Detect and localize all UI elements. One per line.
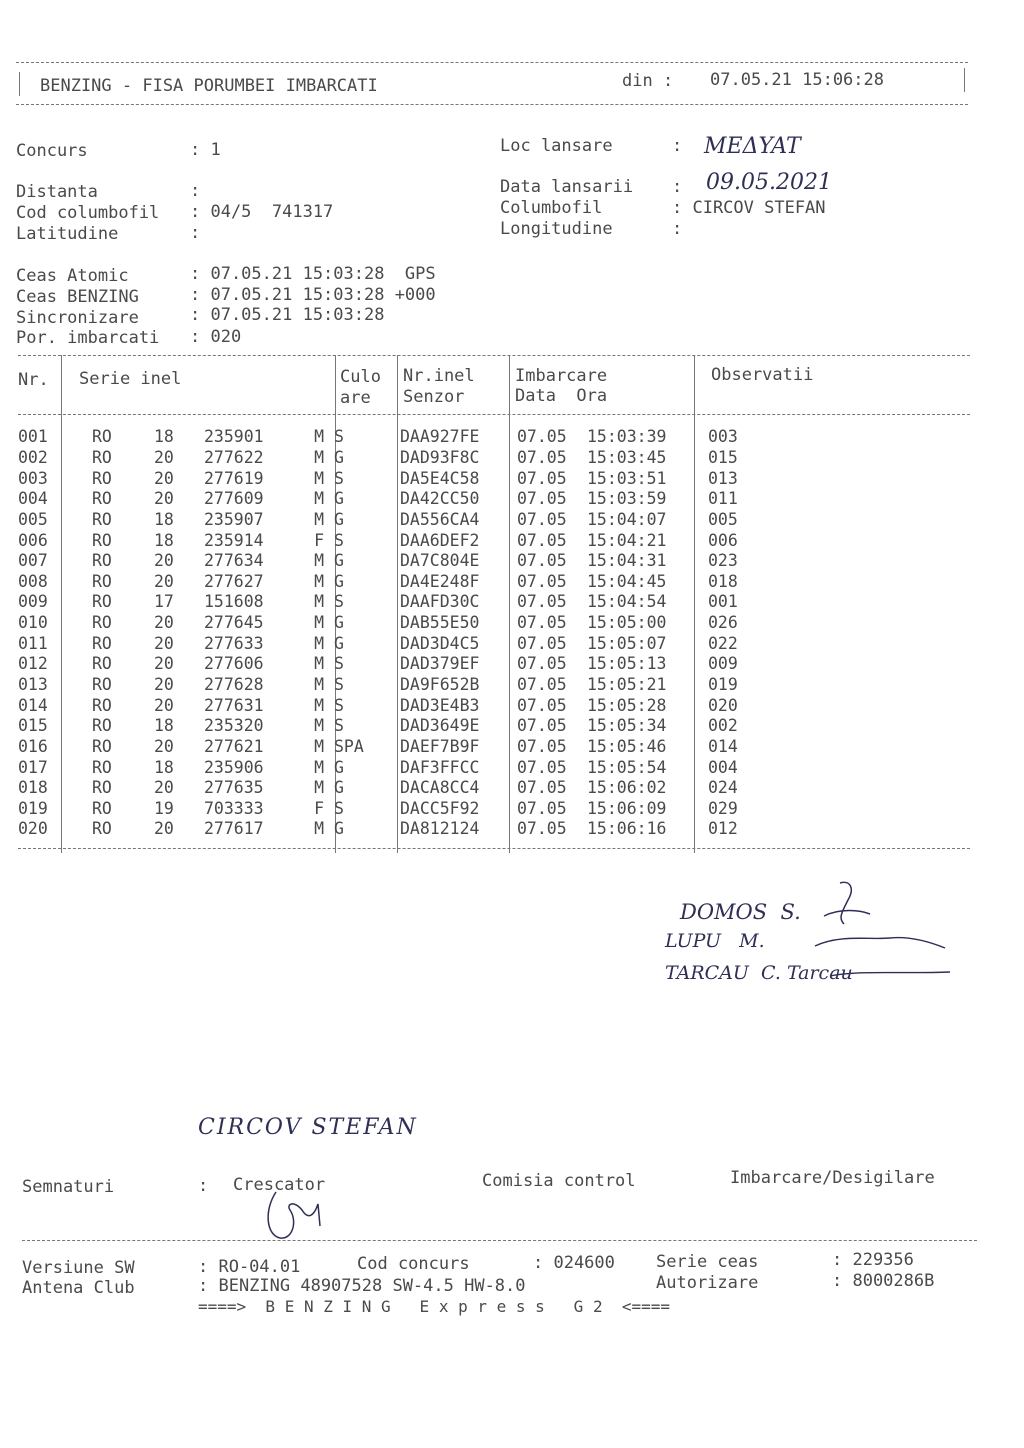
table-row [18, 695, 768, 716]
cell-ora: 15:06:16 [587, 819, 667, 839]
antena-club-label: Antena Club [22, 1278, 135, 1298]
cell-culoare: S [334, 592, 344, 612]
cell-data: 07.05 [517, 778, 567, 798]
cell-senzor: DA4E248F [400, 571, 480, 591]
cell-sex: M [314, 509, 324, 529]
table-row [18, 468, 768, 489]
pigeon-table [18, 427, 768, 840]
cell-obs: 006 [708, 530, 738, 550]
cell-an: 20 [154, 736, 174, 756]
cell-obs: 004 [708, 757, 738, 777]
cell-obs: 018 [708, 571, 738, 591]
cell-ora: 15:04:21 [587, 530, 667, 550]
cell-culoare: SPA [334, 736, 364, 756]
cell-data: 07.05 [517, 571, 567, 591]
table-row [18, 633, 768, 654]
cell-senzor: DA7C804E [400, 551, 480, 571]
autorizare-value: : 8000286B [832, 1271, 935, 1291]
cell-nr: 006 [18, 530, 48, 550]
cell-culoare: G [334, 551, 344, 571]
cell-culoare: G [334, 819, 344, 839]
cell-nr: 005 [18, 509, 48, 529]
cell-sex: F [314, 798, 324, 818]
cell-senzor: DAF3FFCC [400, 757, 480, 777]
cell-nr: 011 [18, 633, 48, 653]
cell-culoare: G [334, 633, 344, 653]
cell-obs: 019 [708, 675, 738, 694]
cell-data: 07.05 [517, 509, 567, 529]
cell-senzor: DA812124 [400, 819, 480, 839]
imbarcare-desigilare-label: Imbarcare/Desigilare [730, 1168, 935, 1188]
commission-handwriting-1: DOMOS S. [680, 900, 801, 924]
table-row [18, 448, 768, 469]
semnaturi-label: Semnaturi [22, 1177, 115, 1197]
cell-ora: 15:04:07 [587, 509, 667, 529]
cell-data: 07.05 [517, 675, 567, 694]
cell-nr: 015 [18, 716, 48, 736]
cell-culoare: G [334, 571, 344, 591]
cell-tara: RO [92, 757, 112, 777]
cell-inel: 235906 [204, 757, 264, 777]
commission-signature-scribble [810, 878, 960, 988]
cell-ora: 15:04:54 [587, 592, 667, 612]
cell-data: 07.05 [517, 798, 567, 818]
cell-ora: 15:05:07 [587, 633, 667, 653]
cell-ora: 15:03:39 [587, 427, 667, 447]
table-row [18, 799, 768, 820]
table-header-rule [18, 414, 970, 415]
cell-an: 20 [154, 551, 174, 571]
cell-nr: 007 [18, 551, 48, 571]
cell-inel: 277645 [204, 613, 264, 633]
cell-nr: 014 [18, 695, 48, 715]
table-row [18, 613, 768, 634]
cell-obs: 002 [708, 716, 738, 736]
cell-obs: 011 [708, 489, 738, 509]
loc-lansare-label: Loc lansare [500, 136, 613, 156]
cell-tara: RO [92, 447, 112, 467]
cell-inel: 277609 [204, 489, 264, 509]
cell-senzor: DAB55E50 [400, 613, 480, 633]
concurs-label: Concurs [16, 141, 88, 161]
ceas-atomic-value: : 07.05.21 15:03:28 GPS [190, 264, 436, 284]
cell-tara: RO [92, 654, 112, 674]
table-row [18, 427, 768, 448]
cell-senzor: DAEF7B9F [400, 736, 480, 756]
ceas-benzing-value: : 07.05.21 15:03:28 +000 [190, 285, 436, 305]
cell-inel: 277622 [204, 447, 264, 467]
cell-data: 07.05 [517, 633, 567, 653]
cell-tara: RO [92, 613, 112, 633]
cell-obs: 003 [708, 427, 738, 447]
cell-ora: 15:05:21 [587, 675, 667, 694]
cell-data: 07.05 [517, 468, 567, 488]
cell-culoare: S [334, 654, 344, 674]
cell-an: 20 [154, 489, 174, 509]
cell-inel: 277631 [204, 695, 264, 715]
header-right-border [964, 68, 965, 92]
cell-senzor: DACA8CC4 [400, 778, 480, 798]
cell-obs: 001 [708, 592, 738, 612]
longitudine-label: Longitudine [500, 219, 613, 239]
cell-senzor: DA5E4C58 [400, 468, 480, 488]
commission-handwriting-2: LUPU M. [665, 930, 765, 952]
header-culoare-1: Culo [340, 367, 381, 387]
cell-tara: RO [92, 509, 112, 529]
cell-obs: 029 [708, 798, 738, 818]
cell-an: 20 [154, 468, 174, 488]
cell-an: 20 [154, 675, 174, 694]
cell-senzor: DAD379EF [400, 654, 480, 674]
cell-tara: RO [92, 551, 112, 571]
cell-sex: M [314, 716, 324, 736]
cell-ora: 15:05:34 [587, 716, 667, 736]
latitudine-label: Latitudine [16, 224, 119, 244]
cell-sex: M [314, 571, 324, 591]
cell-inel: 277619 [204, 468, 264, 488]
cell-ora: 15:05:28 [587, 695, 667, 715]
cell-tara: RO [92, 778, 112, 798]
cell-obs: 005 [708, 509, 738, 529]
cell-an: 20 [154, 695, 174, 715]
cell-an: 20 [154, 613, 174, 633]
cell-senzor: DA9F652B [400, 675, 480, 694]
cell-culoare: G [334, 489, 344, 509]
cell-an: 20 [154, 447, 174, 467]
cod-concurs-label: Cod concurs [357, 1254, 470, 1274]
antena-club-value: : BENZING 48907528 SW-4.5 HW-8.0 [198, 1276, 526, 1296]
header-culoare-2: are [340, 388, 371, 408]
cell-sex: M [314, 819, 324, 839]
cell-nr: 017 [18, 757, 48, 777]
table-row [18, 489, 768, 510]
cell-inel: 235914 [204, 530, 264, 550]
data-lansarii-value: : [672, 177, 683, 197]
cell-an: 18 [154, 427, 174, 447]
cell-senzor: DA42CC50 [400, 489, 480, 509]
cell-data: 07.05 [517, 592, 567, 612]
cell-an: 20 [154, 819, 174, 839]
header-top-rule [16, 62, 968, 63]
header-serie-inel: Serie inel [79, 369, 182, 389]
table-row [18, 551, 768, 572]
table-bottom-rule [18, 848, 970, 849]
cell-inel: 277628 [204, 675, 264, 694]
cell-inel: 277606 [204, 654, 264, 674]
versiune-value: : RO-04.01 [198, 1257, 301, 1277]
cell-data: 07.05 [517, 757, 567, 777]
cell-data: 07.05 [517, 427, 567, 447]
cell-sex: M [314, 757, 324, 777]
cell-nr: 004 [18, 489, 48, 509]
benzing-express-banner: ====> B E N Z I N G E x p r e s s G 2 <==== [198, 1297, 671, 1316]
document-title: BENZING - FISA PORUMBEI IMBARCATI [40, 76, 378, 96]
cod-columbofil-label: Cod columbofil [16, 203, 160, 223]
cell-tara: RO [92, 675, 112, 694]
serie-ceas-label: Serie ceas [656, 1252, 759, 1272]
concurs-value: : 1 [190, 140, 221, 160]
distanta-label: Distanta [16, 182, 98, 202]
cell-tara: RO [92, 530, 112, 550]
distanta-value: : [190, 181, 201, 201]
cell-ora: 15:05:46 [587, 736, 667, 756]
cell-culoare: G [334, 447, 344, 467]
header-date-label: din : [622, 71, 674, 91]
cell-tara: RO [92, 716, 112, 736]
cell-nr: 020 [18, 819, 48, 839]
cell-tara: RO [92, 468, 112, 488]
table-row [18, 757, 768, 778]
cell-nr: 012 [18, 654, 48, 674]
data-lansarii-handwritten: 09.05.2021 [706, 170, 832, 195]
cell-sex: M [314, 447, 324, 467]
cell-data: 07.05 [517, 819, 567, 839]
table-row [18, 819, 768, 840]
cell-nr: 010 [18, 613, 48, 633]
table-row [18, 530, 768, 551]
cell-ora: 15:05:54 [587, 757, 667, 777]
cell-senzor: DAD3649E [400, 716, 480, 736]
cell-ora: 15:06:09 [587, 798, 667, 818]
cell-an: 20 [154, 778, 174, 798]
cell-senzor: DAD93F8C [400, 447, 480, 467]
cell-obs: 022 [708, 633, 738, 653]
cell-tara: RO [92, 798, 112, 818]
cod-concurs-value: : 024600 [533, 1253, 615, 1273]
cell-an: 20 [154, 571, 174, 591]
header-imbarcare-2: Data Ora [515, 386, 608, 406]
header-bottom-rule [16, 104, 968, 105]
cell-culoare: G [334, 509, 344, 529]
table-row [18, 737, 768, 758]
cell-obs: 020 [708, 695, 738, 715]
cell-sex: M [314, 427, 324, 447]
cell-obs: 009 [708, 654, 738, 674]
cell-nr: 013 [18, 675, 48, 694]
data-lansarii-label: Data lansarii [500, 177, 634, 197]
cell-senzor: DACC5F92 [400, 798, 480, 818]
table-row [18, 716, 768, 737]
cell-sex: M [314, 654, 324, 674]
cell-obs: 013 [708, 468, 738, 488]
cell-inel: 703333 [204, 798, 264, 818]
cell-sex: M [314, 736, 324, 756]
cell-nr: 008 [18, 571, 48, 591]
cell-culoare: G [334, 613, 344, 633]
header-nr: Nr. [18, 370, 49, 390]
cell-data: 07.05 [517, 654, 567, 674]
cell-obs: 012 [708, 819, 738, 839]
cell-data: 07.05 [517, 613, 567, 633]
cell-culoare: S [334, 716, 344, 736]
latitudine-value: : [190, 223, 201, 243]
cell-inel: 277633 [204, 633, 264, 653]
cell-nr: 018 [18, 778, 48, 798]
cell-culoare: S [334, 675, 344, 694]
ceas-benzing-label: Ceas BENZING [16, 287, 139, 307]
cell-obs: 026 [708, 613, 738, 633]
sincronizare-value: : 07.05.21 15:03:28 [190, 305, 385, 325]
cell-data: 07.05 [517, 716, 567, 736]
cell-sex: M [314, 633, 324, 653]
cell-sex: M [314, 675, 324, 694]
cell-inel: 235907 [204, 509, 264, 529]
table-row [18, 778, 768, 799]
cell-sex: M [314, 778, 324, 798]
cell-tara: RO [92, 695, 112, 715]
cell-sex: F [314, 530, 324, 550]
cell-ora: 15:05:13 [587, 654, 667, 674]
header-observatii: Observatii [711, 365, 814, 385]
cell-culoare: S [334, 530, 344, 550]
cell-culoare: G [334, 778, 344, 798]
cell-culoare: G [334, 757, 344, 777]
cell-obs: 023 [708, 551, 738, 571]
cell-sex: M [314, 468, 324, 488]
cell-an: 20 [154, 633, 174, 653]
table-row [18, 510, 768, 531]
table-row [18, 675, 768, 696]
por-imbarcati-value: : 020 [190, 327, 242, 347]
cell-culoare: S [334, 427, 344, 447]
cell-culoare: S [334, 798, 344, 818]
cell-tara: RO [92, 819, 112, 839]
crescator-label: Crescator [233, 1175, 326, 1195]
cell-sex: M [314, 613, 324, 633]
serie-ceas-value: : 229356 [832, 1250, 914, 1270]
cell-ora: 15:05:00 [587, 613, 667, 633]
cell-obs: 024 [708, 778, 738, 798]
cell-nr: 019 [18, 798, 48, 818]
cell-culoare: S [334, 468, 344, 488]
cell-senzor: DAA927FE [400, 427, 480, 447]
cell-an: 18 [154, 757, 174, 777]
longitudine-value: : [672, 219, 683, 239]
cell-inel: 151608 [204, 592, 264, 612]
cell-ora: 15:03:59 [587, 489, 667, 509]
cell-ora: 15:03:45 [587, 447, 667, 467]
cell-data: 07.05 [517, 551, 567, 571]
cell-senzor: DA556CA4 [400, 509, 480, 529]
cell-ora: 15:04:45 [587, 571, 667, 591]
cell-sex: M [314, 592, 324, 612]
cell-tara: RO [92, 571, 112, 591]
cell-an: 18 [154, 716, 174, 736]
cell-data: 07.05 [517, 489, 567, 509]
cell-obs: 014 [708, 736, 738, 756]
header-imbarcare-1: Imbarcare [515, 366, 608, 386]
cell-senzor: DAAFD30C [400, 592, 480, 612]
comisia-control-label: Comisia control [482, 1171, 636, 1191]
cell-an: 17 [154, 592, 174, 612]
cell-an: 20 [154, 654, 174, 674]
cell-inel: 277617 [204, 819, 264, 839]
cell-tara: RO [92, 489, 112, 509]
cell-an: 18 [154, 530, 174, 550]
cell-inel: 277635 [204, 778, 264, 798]
loc-lansare-value: : [672, 136, 683, 156]
cell-sex: M [314, 551, 324, 571]
commission-handwriting-3: TARCAU C. Tarcau [665, 962, 853, 984]
cell-nr: 016 [18, 736, 48, 756]
autorizare-label: Autorizare [656, 1273, 759, 1293]
cell-culoare: S [334, 695, 344, 715]
cell-data: 07.05 [517, 530, 567, 550]
cell-tara: RO [92, 736, 112, 756]
cell-nr: 002 [18, 447, 48, 467]
cell-sex: M [314, 695, 324, 715]
cell-inel: 277621 [204, 736, 264, 756]
cell-data: 07.05 [517, 447, 567, 467]
cell-nr: 001 [18, 427, 48, 447]
cell-inel: 235320 [204, 716, 264, 736]
cod-columbofil-value: : 04/5 741317 [190, 202, 334, 222]
header-nr-inel-1: Nr.inel [403, 366, 475, 386]
header-left-border [19, 72, 20, 96]
sincronizare-label: Sincronizare [16, 308, 139, 328]
cell-sex: M [314, 489, 324, 509]
cell-nr: 003 [18, 468, 48, 488]
cell-tara: RO [92, 592, 112, 612]
cell-senzor: DAD3D4C5 [400, 633, 480, 653]
por-imbarcati-label: Por. imbarcati [16, 328, 160, 348]
footer-rule [22, 1240, 977, 1241]
cell-nr: 009 [18, 592, 48, 612]
cell-an: 18 [154, 509, 174, 529]
cell-inel: 235901 [204, 427, 264, 447]
cell-tara: RO [92, 633, 112, 653]
ceas-atomic-label: Ceas Atomic [16, 266, 129, 286]
columbofil-value: : CIRCOV STEFAN [672, 198, 826, 218]
semnaturi-colon: : [198, 1176, 209, 1196]
loc-lansare-handwritten: MEΔYAT [704, 134, 801, 159]
cell-data: 07.05 [517, 695, 567, 715]
cell-ora: 15:06:02 [587, 778, 667, 798]
table-top-rule [18, 355, 970, 356]
cell-data: 07.05 [517, 736, 567, 756]
cell-inel: 277634 [204, 551, 264, 571]
cell-ora: 15:04:31 [587, 551, 667, 571]
cell-an: 19 [154, 798, 174, 818]
cell-inel: 277627 [204, 571, 264, 591]
cell-ora: 15:03:51 [587, 468, 667, 488]
cell-obs: 015 [708, 447, 738, 467]
table-row [18, 654, 768, 675]
versiune-label: Versiune SW [22, 1258, 135, 1278]
columbofil-label: Columbofil [500, 198, 603, 218]
table-row [18, 592, 768, 613]
cell-tara: RO [92, 427, 112, 447]
cell-senzor: DAA6DEF2 [400, 530, 480, 550]
header-nr-inel-2: Senzor [403, 387, 465, 407]
table-row [18, 571, 768, 592]
breeder-handwritten-name: CIRCOV STEFAN [198, 1115, 418, 1140]
header-date-value: 07.05.21 15:06:28 [710, 70, 884, 90]
cell-senzor: DAD3E4B3 [400, 695, 480, 715]
